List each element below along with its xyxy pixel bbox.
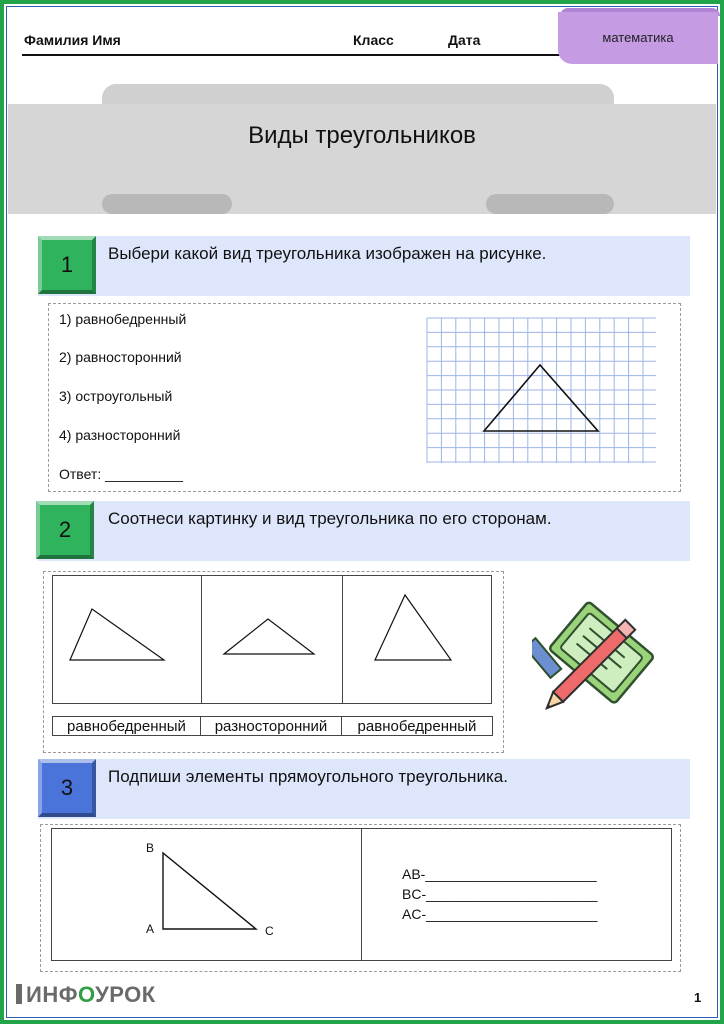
banner-tail-right [486,194,614,214]
task2-label-2[interactable]: разносторонний [200,716,342,736]
task1-number: 1 [38,236,96,294]
name-label: Фамилия Имя [24,32,121,48]
class-label: Класс [353,32,394,48]
segment-bc[interactable]: BC-______________________ [402,886,598,902]
task1-option-4: 4) разносторонний [59,427,181,443]
triangle-scalene [70,609,164,660]
triangle-isosceles [375,595,451,660]
task2-pictures [52,575,493,705]
logo-bar-icon [16,984,22,1004]
page-title: Виды треугольников [248,122,476,149]
vertex-c: C [265,924,274,938]
notebook-pencil-icon [532,598,662,718]
task1-question: Выбери какой вид треугольника изображен на рисунке. [108,244,547,263]
subject-label: математика [602,30,674,45]
task1-triangle [484,365,598,431]
infourok-logo[interactable]: ИНФОУРОК [16,982,156,1008]
triangle-obtuse-isosceles [224,619,314,654]
task1-option-1: 1) равнобедренный [59,311,187,327]
task2-bar [38,501,690,561]
vertex-a: A [146,922,155,936]
task3-question: Подпиши элементы прямоугольного треугольника. [108,767,508,786]
task2-label-1[interactable]: равнобедренный [52,716,201,736]
segment-ab[interactable]: AB-______________________ [402,866,597,882]
task2-question: Соотнеси картинку и вид треугольника по его сторонам. [108,509,552,528]
grid-lines [427,318,656,463]
vertex-b: B [146,841,155,855]
task2-label-3[interactable]: равнобедренный [341,716,493,736]
segment-ac[interactable]: AC-______________________ [402,906,598,922]
right-triangle [163,853,256,929]
task1-grid-figure [426,317,658,465]
task1-option-2: 2) равносторонний [59,349,182,365]
task3-bar [38,759,690,819]
date-label: Дата [448,32,481,48]
task1-bar [38,236,690,296]
task1-answer-line[interactable]: Ответ: __________ [59,466,183,482]
task1-option-3: 3) остроугольный [59,388,173,404]
task3-number: 3 [38,759,96,817]
subject-tab [558,12,718,64]
task2-number: 2 [36,501,94,559]
header-line [22,54,562,56]
banner-tail-left [102,194,232,214]
page-number: 1 [694,990,702,1005]
